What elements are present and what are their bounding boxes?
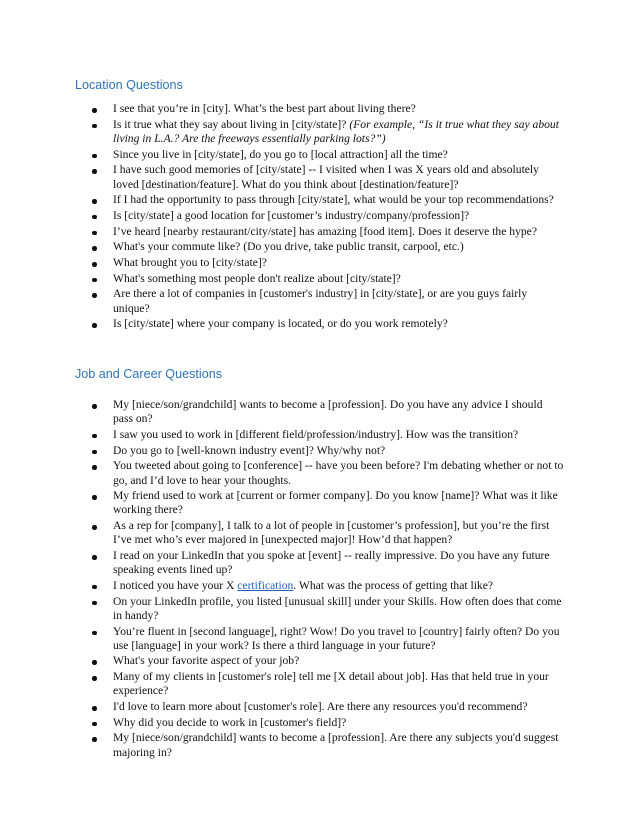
list-item-text: I see that you’re in [city]. What’s the best part about living there? xyxy=(113,102,416,115)
list-item xyxy=(0,256,638,272)
list-item-text: I saw you used to work in [different field/profession/industry]. How was the transition? xyxy=(113,427,519,441)
location-questions-heading: Location Questions xyxy=(75,78,183,92)
list-item-text: I'd love to learn more about [customer's role]. Are there any resources you'd recommend? xyxy=(113,700,528,714)
list-item xyxy=(0,118,638,148)
bullet-icon xyxy=(92,706,97,711)
list-item xyxy=(0,625,638,655)
list-item-text: Since you live in [city/state], do you go to [local attraction] all the time? xyxy=(113,147,448,161)
list-item xyxy=(0,272,638,288)
list-item xyxy=(0,595,638,625)
bullet-icon xyxy=(92,199,97,204)
list-item-text: What's something most people don't realize about [city/state]? xyxy=(113,271,401,285)
list-item-text: My [niece/son/grandchild] wants to become a [profession]. Do you have any advice I should pass on? xyxy=(113,398,543,426)
job-career-questions-list xyxy=(0,398,638,761)
bullet-icon xyxy=(92,434,97,439)
list-item xyxy=(0,428,638,444)
list-item xyxy=(0,549,638,579)
list-item xyxy=(0,163,638,193)
list-item-text: If I had the opportunity to pass through [city/state], what would be your top recommendations? xyxy=(113,193,554,207)
list-item xyxy=(0,209,638,225)
list-item xyxy=(0,317,638,333)
job-career-questions-heading: Job and Career Questions xyxy=(75,367,223,381)
certification-link[interactable]: certification xyxy=(237,578,294,592)
list-item-text: Is [city/state] where your company is located, or do you work remotely? xyxy=(113,317,448,331)
bullet-icon xyxy=(92,631,97,636)
list-item-text-main: I noticed you have your X xyxy=(113,578,238,592)
list-item-text: I’ve heard [nearby restaurant/city/state] has amazing [food item]. Does it deserve the hype? xyxy=(113,224,537,238)
list-item xyxy=(0,579,638,595)
bullet-icon xyxy=(92,154,97,159)
list-item-text: As a rep for [company], I talk to a lot of people in [customer’s profession], but you’re the first I’ve met who’s ever majored in [unexpected major]! How’d that happen? xyxy=(113,519,550,547)
bullet-icon xyxy=(92,660,97,665)
list-item-text: Are there a lot of companies in [customer's industry] in [city/state], or are you guys fairly unique? xyxy=(113,287,528,315)
bullet-icon xyxy=(92,262,97,267)
list-item-text-tail: . What was the process of getting that like? xyxy=(293,578,494,592)
bullet-icon xyxy=(92,231,97,236)
list-item-text: Is [city/state] a good location for [customer’s industry/company/profession]? xyxy=(113,208,470,222)
list-item xyxy=(0,398,638,428)
list-item xyxy=(0,716,638,732)
list-item-text: I read on your LinkedIn that you spoke at [event] -- really impressive. Do you have any future speaking events lined up? xyxy=(113,549,550,577)
list-item-text: You’re fluent in [second language], right? Wow! Do you travel to [country] fairly often? Do you use [language] in your work? Is there a third language in your future? xyxy=(113,624,560,652)
list-item-text: I have such good memories of [city/state] -- I visited when I was X years old and absolutely loved [destination/feature]. What do you think about [destination/feature]? xyxy=(113,163,539,191)
list-item xyxy=(0,193,638,209)
list-item-text: On your LinkedIn profile, you listed [unusual skill] under your Skills. How often does that come in handy? xyxy=(113,594,562,622)
list-item-text-main: Is it true what they say about living in [city/state]? xyxy=(113,117,350,131)
bullet-icon xyxy=(92,465,97,470)
list-item xyxy=(0,287,638,317)
list-item xyxy=(0,459,638,489)
list-item xyxy=(0,489,638,519)
list-item-text: What's your favorite aspect of your job? xyxy=(113,654,300,668)
list-item-text: You tweeted about going to [conference] -- have you been before? I'm debating whether or not to go, and I’d love to hear your thoughts. xyxy=(113,459,564,487)
list-item-text: My [niece/son/grandchild] wants to become a [profession]. Are there any subjects you'd suggest majoring in? xyxy=(113,731,559,759)
bullet-icon xyxy=(92,450,97,455)
list-item-text xyxy=(113,579,565,595)
list-item-text: Many of my clients in [customer's role] tell me [X detail about job]. Has that held true in your experience? xyxy=(113,670,549,698)
location-questions-list xyxy=(0,102,638,333)
list-item xyxy=(0,700,638,716)
list-item-text: Why did you decide to work in [customer's field]? xyxy=(113,715,347,729)
list-item-text: What brought you to [city/state]? xyxy=(113,256,267,270)
list-item xyxy=(0,670,638,700)
bullet-icon xyxy=(92,495,97,500)
list-item-text xyxy=(113,118,565,148)
bullet-icon xyxy=(92,169,97,174)
bullet-icon xyxy=(92,737,97,742)
list-item-text: My friend used to work at [current or former company]. Do you know [name]? What was it like working there? xyxy=(113,489,558,517)
bullet-icon xyxy=(92,246,97,251)
bullet-icon xyxy=(92,124,97,129)
bullet-icon xyxy=(92,555,97,560)
list-item xyxy=(0,654,638,670)
bullet-icon xyxy=(92,676,97,681)
list-item xyxy=(0,731,638,761)
bullet-icon xyxy=(92,293,97,298)
list-item-example: (For example, “Is it true what they say about living in L.A.? Are the freeways essentially parking lots?”) xyxy=(113,117,559,145)
bullet-icon xyxy=(92,323,97,328)
bullet-icon xyxy=(92,585,97,590)
bullet-icon xyxy=(92,404,97,409)
list-item xyxy=(0,519,638,549)
bullet-icon xyxy=(92,215,97,220)
list-item xyxy=(0,444,638,460)
bullet-icon xyxy=(92,525,97,530)
list-item-text: What's your commute like? (Do you drive, take public transit, carpool, etc.) xyxy=(113,240,464,254)
list-item-text: Do you go to [well-known industry event]? Why/why not? xyxy=(113,443,386,457)
list-item xyxy=(0,225,638,241)
bullet-icon xyxy=(92,278,97,283)
bullet-icon xyxy=(92,108,97,113)
bullet-icon xyxy=(92,601,97,606)
list-item xyxy=(0,148,638,164)
list-item xyxy=(0,102,638,118)
list-item xyxy=(0,240,638,256)
bullet-icon xyxy=(92,722,97,727)
